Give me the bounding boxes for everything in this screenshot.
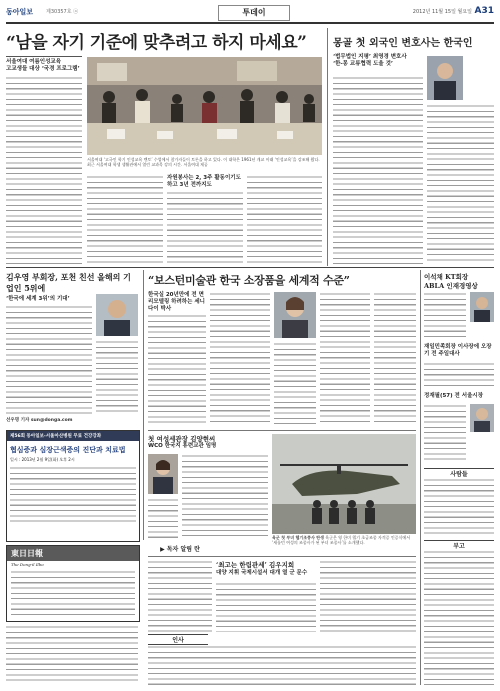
lead-photo-caption: 서울여대 ‘고국인 학기 인성교육 멘토’ 수업에서 참가자들이 토론을 하고 있다. 이 대학은 1961년 개교 이래 ‘인성교육’을 강조해 왔다. 최근 서울여대 학생 생활관에서 열린 교과목 강의 시간. 서울여대 제공 <box>87 157 320 167</box>
ad-details <box>10 466 136 524</box>
side-subhead-1: ‘법무법인 지평’ 최영경 변호사 <box>333 54 407 60</box>
story-rule <box>148 430 416 431</box>
column-divider <box>420 270 421 685</box>
newspaper-logo: 동아일보 <box>6 8 34 16</box>
people-label: 사람들 <box>424 468 494 479</box>
kt-subhead-2: 재일민족회장 이사장에 오장기 전 주일대사 <box>424 344 492 357</box>
people-body <box>424 478 494 536</box>
section-rule <box>6 267 494 268</box>
profile-name: 정재필(57) 전 서울시장 <box>424 393 484 399</box>
kt-subhead: ABLA 인재경영상 <box>424 282 478 290</box>
bottom-notice: ▶ 독자 알림 란 <box>160 546 200 553</box>
people-box-label: 인사 <box>148 634 208 645</box>
lead-subheads <box>6 56 82 73</box>
issue-date: 2012년 11월 15일 월요일 <box>412 9 472 15</box>
profile-portrait <box>470 404 494 432</box>
notice-body <box>6 625 138 685</box>
kt-body <box>424 292 466 338</box>
obit-label: 부고 <box>424 540 494 551</box>
boston-body-col2 <box>210 292 270 426</box>
executive-portrait <box>96 294 138 336</box>
wco-body-2 <box>148 498 178 540</box>
lawyer-body-col1 <box>6 305 92 415</box>
boston-subhead-1: 한국실 20년만에 전 면 리모델링 하려하는 세니다이 박사 <box>148 292 205 312</box>
section-title: 투데이 <box>218 5 290 21</box>
lead-body-col1 <box>6 76 82 264</box>
curator-portrait <box>274 292 316 338</box>
dongil-name: 東日日報 <box>7 546 139 561</box>
side-body-col1 <box>333 76 423 264</box>
obit-body <box>424 550 494 685</box>
column-divider <box>143 270 144 540</box>
lawyer-body-col2 <box>96 340 138 415</box>
military-body <box>216 582 316 632</box>
boston-body-col1 <box>148 314 206 426</box>
masthead <box>6 5 494 21</box>
military-body-2 <box>320 560 416 632</box>
wco-headline: 첫 여성세관장 김양현씨 <box>148 435 216 443</box>
lead-subhead-1: 서울여대 여름인성교육 <box>6 56 82 66</box>
military-subhead: 대양 지휘 국제시설서 대개 열 군 문수 <box>216 570 308 576</box>
boston-body-col3 <box>274 342 316 426</box>
dongil-box <box>6 545 140 622</box>
military-headline: ‘최고는 한림관세’ 김우지희 <box>216 561 295 569</box>
helicopter-desc: 육군은 영 한미 헬기 초급조종 자격증 인증식에서 ‘새롭던 여성의 조종사가 된 부녀 조종사’를 소개했다. <box>272 535 411 545</box>
lead-photo <box>87 57 322 155</box>
page-number: A31 <box>474 6 494 16</box>
wco-subhead: WCO 한국지 휴련교관 임명 <box>148 443 217 449</box>
issue-info: 제30357호 ⓐ <box>46 9 79 15</box>
appointments-body <box>148 645 416 685</box>
lead-body-col2 <box>87 175 163 265</box>
boston-body-col5 <box>374 292 416 426</box>
kt-headline: 이석채 KT회장 <box>424 273 469 281</box>
lawyer-headline: 김우영 부회장, 포천 친선 올해의 기업인 5위에 <box>6 272 131 293</box>
story-rule <box>148 556 416 557</box>
boston-headline: “보스턴미술관 한국 소장품을 세계적 수준” <box>148 274 350 287</box>
lawyer-subhead: ‘한국에 세계 3위’의 기대’ <box>6 296 70 302</box>
health-lecture-ad <box>6 430 140 542</box>
masthead-rule <box>6 22 494 24</box>
ad-org: 제56회 동아일보-서울아산병원 무료 건강강좌 <box>7 431 139 441</box>
wco-body <box>182 454 268 540</box>
kt-body-2 <box>424 362 494 390</box>
helicopter-caption <box>272 535 416 555</box>
ad-title: 협심증과 심장근색증의 진단과 치료법 <box>10 446 126 454</box>
profile-body <box>424 404 466 464</box>
side-subheads <box>333 54 423 68</box>
lead-body-col4 <box>247 175 322 265</box>
helicopter-title: 육군 첫 부녀 헬기조종사 탄생 <box>272 535 324 540</box>
helicopter-photo <box>272 434 416 534</box>
lead-headline: “남을 자기 기준에 맞추려고 하지 마세요” <box>6 33 307 53</box>
kt-chairman-portrait <box>470 292 494 322</box>
boston-body-col4 <box>320 292 370 426</box>
lead-sidebar-head: 자원봉사는 2, 3주 활동이기도 하고 3년 전까지도 <box>167 175 241 188</box>
side-subhead-2: ‘한-몽 교류협력 도울 것’ <box>333 61 394 67</box>
lead-subhead-2: 고교생들 대상 ‘국경 프로그램’ <box>6 66 80 72</box>
side-headline: 몽골 첫 외국인 변호사는 한국인 <box>333 38 473 49</box>
notice-col <box>148 560 212 632</box>
lawyer-portrait <box>427 56 463 100</box>
dongil-sub: The Dong-il Ilbo <box>11 562 44 567</box>
column-divider <box>327 28 328 266</box>
ad-date: 일시 : 2013년 2월 9일(화) 오후 2시 <box>10 457 75 462</box>
lawyer-byline: 선우명 기자 sun@donga.com <box>6 418 73 423</box>
lead-body-col3 <box>167 191 243 265</box>
wco-portrait <box>148 454 178 494</box>
dongil-details <box>11 570 135 615</box>
side-body-col2 <box>427 104 494 264</box>
